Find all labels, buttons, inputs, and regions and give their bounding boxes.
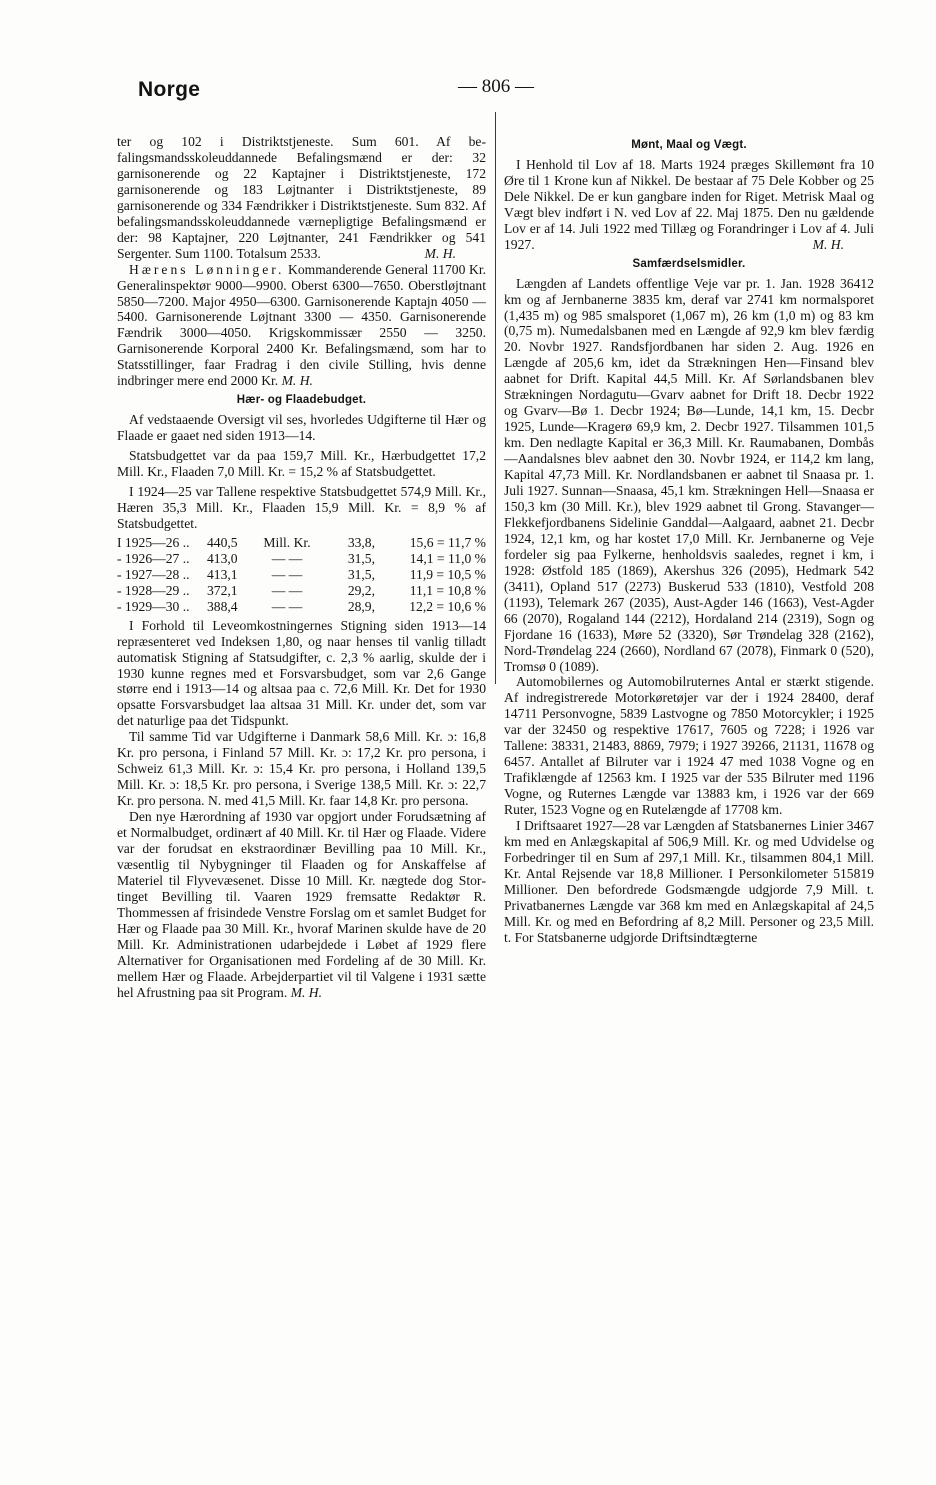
table-row [117,583,486,599]
run-in-heading: Hærens Lønninger. [129,261,285,277]
budget-year: - 1927—28 .. [117,566,190,582]
paragraph-loenninger: Hærens Lønninger. Kommanderende General 11700 Kr. Generalinspektør 9000—9900. Oberst 6300—7650. Oberstløjtnant 5850—7200. Major 4950—6300. Garnisonerende Kaptajn 4050 —5400. Garnisonerende Løjtnant 3300 — 4350. Garnisonerende Fændrik 3000—4050. Krigskommissær 2550 — 3250. Garnisonerende Korporal 2400 Kr. Befalingsmænd, som har to Statsstillinger, faar Fradrag i den civile Stilling, hvis denne indbringer mere end 2000 Kr. M. H. [117,261,486,389]
running-head-country: Norge [138,78,201,101]
budget-army: 33,8, [347,534,375,550]
paragraph-statsbudget-1924: I 1924—25 var Tallene respektive Statsbudgettet 574,9 Mill. Kr., Hæren 35,3 Mill. Kr., Flaaden 15,9 Mill. Kr. = 8,9 % af Statsbudgettet. [117,484,486,531]
budget-total: 388,4 [207,598,238,614]
paragraph-haerordning-1930: Den nye Hærordning af 1930 var opgjort under Forudsætning af et Normalbudget, ordinært af 40 Mill. Kr. til Hær og Flaade. Videre var der forudsat en ekstraordinær Bevilling paa 10 Mill. Kr., væsentlig til Nybygninger til Flaaden og for Anskaffelse af Materiel til Flyvevæsenet. Disse 10 Mill. Kr. nægtede dog Stortinget Bevilling til. Vaaren 1929 fremsatte Redaktør R. Thommessen af frisindede Venstre Forslag om et samlet Budget for Hær og Flaade paa 30 Mill. Kr., hvoraf Marinen skulde have de 20 Mill. Kr. Administrationen udarbejdede i Løbet af 1929 flere Alternativer for Organisationen med Fordeling af de 30 Mill. Kr. mellem Hær og Flaade. Arbejderpartiet vil til Valgene i 1931 sætte hel Afrustning paa sit Program. M. H. [117,809,486,1000]
budget-unit: — — [271,582,303,598]
right-column [504,134,874,946]
budget-army: 29,2, [347,582,375,598]
budget-army: 31,5, [347,566,375,582]
table-row [117,599,486,615]
page-number: — 806 — [458,76,534,97]
budget-unit: — — [271,566,303,582]
paragraph-statsbudget-1913: Statsbudgettet var da paa 159,7 Mill. Kr., Hærbudgettet 17,2 Mill. Kr., Flaaden 7,0 Mill. Kr. = 15,2 % af Statsbudgettet. [117,448,486,480]
paragraph-automobiler: Automobilernes og Automobilruternes Antal er stærkt stigende. Af indregistrerede Motorkøretøjer var der i 1924 28400, deraf 14711 Personvogne, 5839 Lastvogne og 7850 Motorcykler; i 1925 var der 32450 og respektive 17617, 7605 og 7228; i 1926 var Tallene: 38331, 21483, 8869, 7979; i 1927 39266, 21131, 11678 og 6457. Antallet af Bilruter var i 1924 47 med 1038 Vogne og en Trafiklængde af 12563 km. I 1925 var der 535 Bilruter med 1196 Vogne, og Ruternes Længde var 13883 km, i 1926 var der 669 Ruter, 1523 Vogne og en Rutelængde af 17708 km. [504,674,874,818]
budget-navy-percent: 15,6 = 11,7 % [409,534,486,550]
budget-year: - 1928—29 .. [117,582,190,598]
paragraph-veje-jernbaner: Længden af Landets offentlige Veje var pr. 1. Jan. 1928 36412 km og af Jernbanerne 3835 km, deraf var 2741 km normalsporet (1,435 m) og 985 smalsporet (1,067 m), 26 km (1,0 m) og 83 km (0,75 m). Numedalsbanen med en Længde af 92,9 km blev færdig 20. Novbr 1927. Randsfjordbanen har siden 2. Aug. 1926 en Længde af 205,6 km, idet da Strækningen Hen—Finsand blev aabnet for Drift. Kapital 44,5 Mill. Kr. Af Sørlandsbanen blev Strækningen Nordagutu—Gvarv aabnet for Drift 18. Decbr 1922 og Gvarv—Bø 1. Decbr 1924; Bø—Lunde, 14,1 km, 15. Decbr 1925, Lunde—Kragerø 69,9 km, 2. Decbr 1927. Tilsammen 101,5 km. Den nedlagte Kapital er 36,3 Mill. Kr. Raumabanen, Dombås —Aandalsnes blev aabnet den 30. Novbr 1924, er 114,2 km lang, Kapital 47,73 Mill. Kr. Nordlandsbanen er aabnet til Snaasa pr. 1. Juli 1927. Sunnan—Snaasa, 45,1 km. Strækningen Hell—Snaasa er 150,3 km (30 Mill. Kr.), blev 1929 aabnet til Grong. Stavanger—Flekkefjordbanens Sidelinie Ganddal—Aalgaard, aabnet 21. Decbr 1924, 12,1 km, og har kostet 17,0 Mill. Kr. Jernbanerne og Veje fordeler sig paa Fylkerne, henholdsvis saaledes, regnet i km, i 1928: Østfold 185 (1869), Akershus 326 (2095), Hedmark 542 (3411), Opland 517 (2273) Buskerud 533 (1810), Vestfold 208 (1193), Telemark 267 (2035), Aust-Agder 146 (1663), Vest-Agder 66 (2070), Rogaland 144 (2212), Hordaland 214 (2319), Sogn og Fjordane 16 (1633), Møre 52 (3320), Sør Trøndelag 328 (2162), Nord-Trøndelag 224 (2660), Nordland 67 (2078), Finmark 0 (520), Tromsø 0 (1089). [504,275,874,674]
budget-year: I 1925—26 .. [117,534,190,550]
budget-navy-percent: 14,1 = 11,0 % [409,550,486,566]
paragraph-budget-intro: Af vedstaaende Oversigt vil ses, hvorledes Udgifterne til Hær og Flaade er gaaet ned siden 1913—14. [117,412,486,444]
paragraph-moent-maal-vaegt: I Henhold til Lov af 18. Marts 1924 præges Skillemønt fra 10 Øre til 1 Krone kun af Nikkel. De bestaar af 75 Dele Kobber og 25 Dele Nikkel. De er kun gangbare inden for Riget. Metrisk Maal og Vægt blev indført i N. ved Lov af 22. Maj 1875. Den nu gældende Lov er af 14. Juli 1922 med Tillæg og Forandringer i Lov af 4. Juli 1927. M. H. [504,156,874,252]
table-row [117,551,486,567]
signature: M. H. [281,373,313,389]
budget-total: 440,5 [207,534,238,550]
budget-unit: — — [271,598,303,614]
table-row [117,567,486,583]
column-divider [495,112,496,684]
budget-navy-percent: 11,1 = 10,8 % [409,582,486,598]
paragraph-befalingsmaend: ter og 102 i Distriktstjeneste. Sum 601. Af befalingsmandsskoleuddannede Befalingsmænd er der: 32 garnisonerende og 22 Kaptajner i Distriktstjeneste, 172 garnisonerende og 183 Løjtnanter i Distriktstjeneste, 89 garnisonerende og 334 Fændrikker i Distriktstjeneste. Sum 832. Af befalingsmandsskoleuddannede værnepligtige Befalingsmænd er der: 98 Kaptajner, 220 Løjtnanter, 241 Fændrikker og 541 Sergenter. Sum 1100. Totalsum 2533. M. H. [117,134,486,261]
budget-total: 413,1 [207,566,238,582]
budget-navy-percent: 11,9 = 10,5 % [409,566,486,582]
section-heading-budget: Hær- og Flaadebudget. [236,394,367,407]
budget-year: - 1929—30 .. [117,598,190,614]
left-column [117,134,486,1001]
section-heading-moent: Mønt, Maal og Vægt. [631,139,747,151]
table-row [117,535,486,551]
paragraph-statsbaner-drift: I Driftsaaret 1927—28 var Længden af Statsbanernes Linier 3467 km med en Anlægskapital af 506,9 Mill. Kr. og med Udvidelse og Forbedringer til en Sum af 297,1 Mill. Kr., tilsammen 804,1 Mill. Kr. Antal Rejsende var 18,8 Millioner. I Personkilometer 515819 Millioner. Den befordrede Godsmængde udgjorde 7,9 Mill. t. Privatbanernes Længde var 368 km med en Anlægskapital af 24,5 Mill. Kr. og med en Befordring af 8,2 Mill. Personer og 23,5 Mill. t. For Statsbanerne udgjorde Driftsindtægterne [504,818,874,945]
budget-unit: — — [271,550,303,566]
budget-unit: Mill. Kr. [263,534,311,550]
budget-year: - 1926—27 .. [117,550,190,566]
signature: M. H. [812,236,844,252]
budget-army: 28,9, [347,598,375,614]
budget-navy-percent: 12,2 = 10,6 % [409,598,486,614]
budget-table [117,535,486,615]
paragraph-leveomkostninger: I Forhold til Leveomkostningernes Stigning siden 1913—14 repræsenteret ved Indeksen 1,80, og naar henses til vanlig tilladt automatisk Stigning af Statsudgifter, c. 2,3 % aarlig, skulde der i 1930 kunne regnes med et Forsvarsbudget, som var 2,6 Gange større end i 1913—14 og altsaa paa c. 72,6 Mill. Kr. Det for 1930 opsatte Forsvarsbudget laa altsaa 31 Mill. Kr. under det, som var det naturlige paa det Tidspunkt. [117,617,486,729]
signature: M. H. [290,984,323,1000]
paragraph-udgifter-andre-lande: Til samme Tid var Udgifterne i Danmark 58,6 Mill. Kr. ɔ: 16,8 Kr. pro persona, i Finland 57 Mill. Kr. ɔ: 17,2 Kr. pro persona, i Schweiz 61,3 Mill. Kr. ɔ: 15,4 Kr. pro persona, i Holland 139,5 Mill. Kr. ɔ: 18,5 Kr. pro persona, i Sverige 138,5 Mill. Kr. ɔ: 22,7 Kr. pro persona. N. med 41,5 Mill. Kr. faar 14,8 Kr. pro persona. [117,729,486,809]
budget-total: 372,1 [207,582,238,598]
page-header [0,72,936,112]
budget-total: 413,0 [207,550,238,566]
budget-army: 31,5, [347,550,375,566]
signature: M. H. [424,245,456,261]
section-heading-samfaerdsel: Samfærdselsmidler. [632,257,746,270]
